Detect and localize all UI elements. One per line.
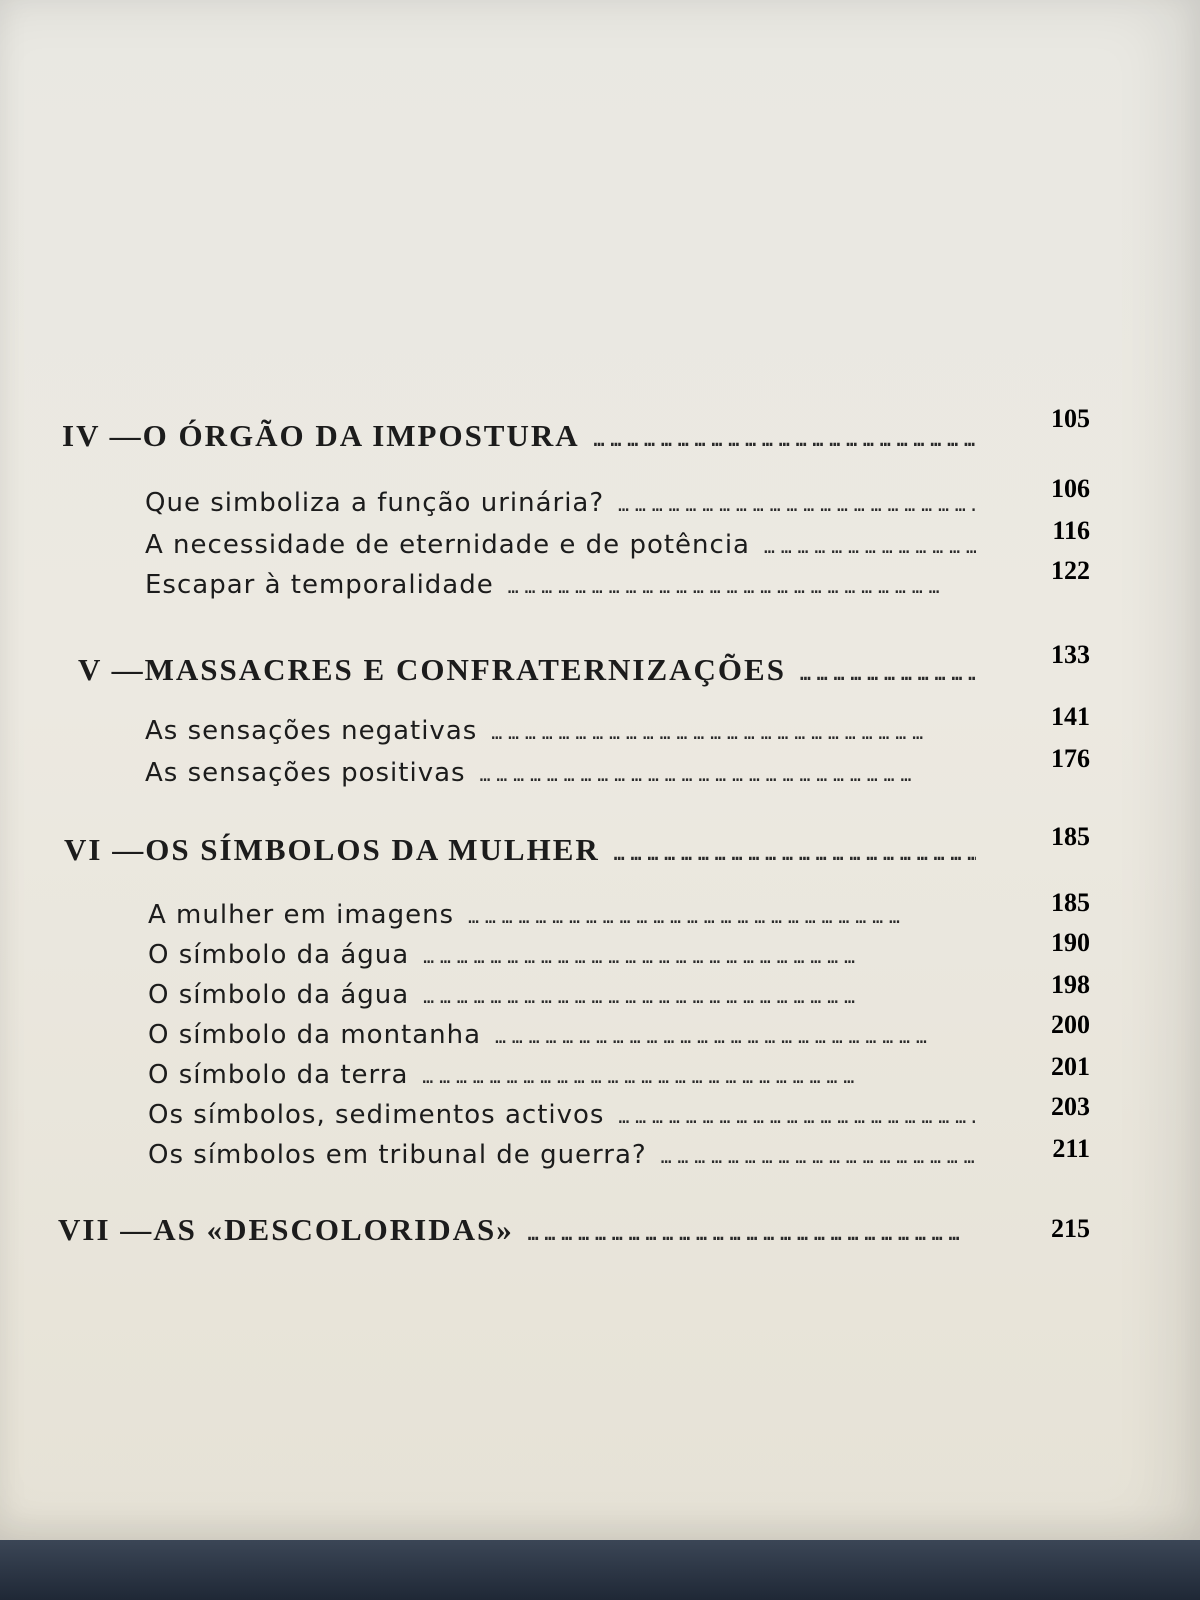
entry-page-number: 211 — [1052, 1134, 1090, 1163]
entry-page-number: 190 — [1051, 928, 1090, 957]
chapter-title: OS SÍMBOLOS DA MULHER — [145, 832, 600, 867]
chapter-heading — [58, 1212, 990, 1248]
toc-entry — [145, 716, 990, 746]
chapter-numeral: IV — — [62, 418, 143, 453]
dot-leader — [614, 844, 976, 865]
entry-page-number: 176 — [1051, 744, 1090, 773]
dot-leader — [764, 537, 976, 558]
toc-entry — [148, 1100, 990, 1130]
entry-page-number: 116 — [1052, 516, 1090, 545]
entry-title: O símbolo da montanha — [148, 1020, 482, 1050]
toc-entry — [145, 488, 990, 518]
entry-title: O símbolo da água — [148, 980, 410, 1010]
toc-entry — [145, 570, 990, 600]
entry-title: O símbolo da terra — [148, 1060, 409, 1090]
dot-leader — [495, 1027, 976, 1048]
chapter-heading — [64, 832, 990, 868]
dot-leader — [528, 1224, 976, 1245]
background-surface — [0, 1540, 1200, 1600]
toc-entry — [148, 900, 990, 930]
entry-title: A mulher em imagens — [148, 900, 455, 930]
dot-leader — [422, 1067, 976, 1088]
dot-leader — [508, 577, 976, 598]
entry-page-number: 198 — [1051, 970, 1090, 999]
chapter-page-number: 215 — [1051, 1214, 1090, 1243]
entry-page-number: 122 — [1051, 556, 1090, 585]
dot-leader — [423, 987, 976, 1008]
chapter-page-number: 185 — [1051, 822, 1090, 851]
entry-page-number: 185 — [1051, 888, 1090, 917]
dot-leader — [618, 1107, 976, 1128]
dot-leader — [661, 1147, 976, 1168]
dot-leader — [594, 430, 978, 451]
entry-title: Escapar à temporalidade — [145, 570, 494, 600]
dot-leader — [480, 765, 976, 786]
chapter-heading — [78, 652, 990, 688]
entry-title: Os símbolos, sedimentos activos — [148, 1100, 605, 1130]
dot-leader — [491, 723, 976, 744]
toc-entry — [148, 1060, 990, 1090]
chapter-title: MASSACRES E CONFRATERNIZAÇÕES — [144, 652, 786, 687]
dot-leader — [618, 495, 976, 516]
chapter-title: O ÓRGÃO DA IMPOSTURA — [142, 418, 580, 453]
entry-title: Que simboliza a função urinária? — [145, 488, 605, 518]
chapter-numeral: VII — — [58, 1212, 154, 1247]
entry-page-number: 203 — [1051, 1092, 1090, 1121]
entry-title: O símbolo da água — [148, 940, 410, 970]
chapter-page-number: 133 — [1051, 640, 1090, 669]
entry-page-number: 141 — [1051, 702, 1090, 731]
toc-entry — [148, 1020, 990, 1050]
entry-page-number: 201 — [1051, 1052, 1090, 1081]
entry-page-number: 200 — [1051, 1010, 1090, 1039]
toc-entry — [145, 530, 990, 560]
dot-leader — [468, 907, 976, 928]
chapter-numeral: V — — [78, 652, 145, 687]
entry-title: A necessidade de eternidade e de potência — [145, 530, 750, 560]
entry-page-number: 106 — [1051, 474, 1090, 503]
chapter-heading — [62, 418, 992, 454]
entry-title: Os símbolos em tribunal de guerra? — [148, 1140, 647, 1170]
entry-title: As sensações negativas — [145, 716, 478, 746]
chapter-numeral: VI — — [64, 832, 146, 867]
dot-leader — [423, 947, 976, 968]
dot-leader — [800, 664, 976, 685]
chapter-title: AS «DESCOLORIDAS» — [153, 1212, 514, 1247]
toc-entry — [148, 940, 990, 970]
entry-title: As sensações positivas — [145, 758, 466, 788]
toc-entry — [148, 1140, 990, 1170]
toc-entry — [145, 758, 990, 788]
chapter-page-number: 105 — [1051, 404, 1090, 433]
toc-entry — [148, 980, 990, 1010]
